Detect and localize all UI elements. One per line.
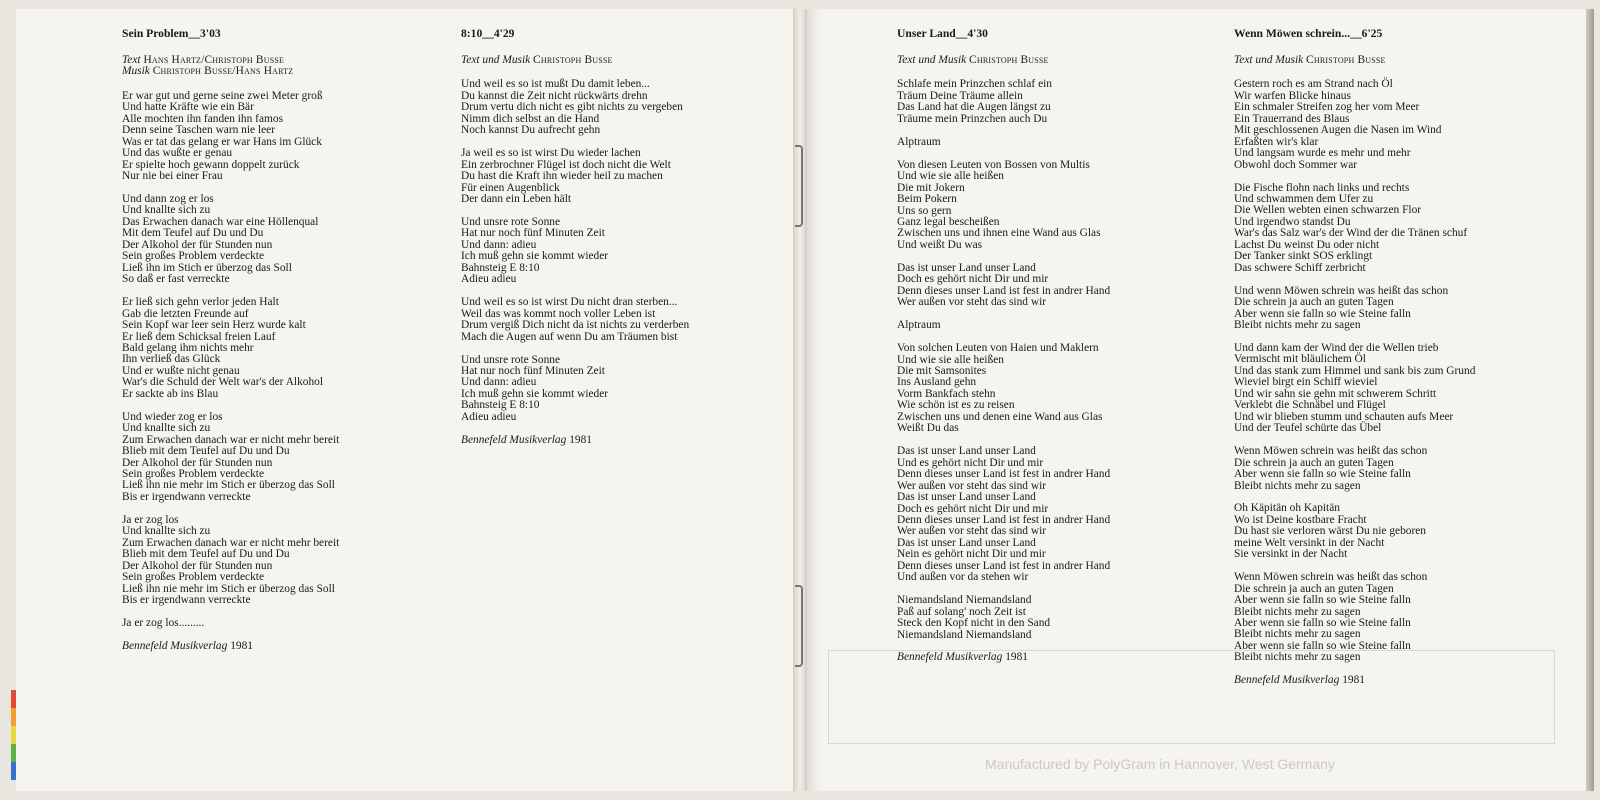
lyric-line: Sein großes Problem verdeckte <box>122 250 265 263</box>
credit-role: Text <box>122 54 141 66</box>
lyric-line: Er ließ dem Schicksal freien Lauf <box>122 330 276 343</box>
lyric-line: Die mit Jokern <box>897 181 965 194</box>
lyric-line: Und das stank zum Himmel und sank bis zum Grund <box>1234 364 1476 377</box>
publisher-credit <box>897 652 1110 663</box>
lyric-stanza <box>897 137 1110 148</box>
booklet-spine <box>794 9 806 791</box>
lyric-line: Träume mein Prinzchen auch Du <box>897 112 1048 125</box>
lyric-stanza <box>897 446 1110 583</box>
lyric-line: Denn dieses unser Land ist fest in andrer Hand <box>897 284 1111 297</box>
lyric-line: Sein Kopf war leer sein Herz wurde kalt <box>122 319 306 332</box>
lyric-line: Und wieder zog er los <box>122 410 223 423</box>
lyric-line: Alle mochten ihn fanden ihn famos <box>122 112 284 125</box>
lyric-line: Er ließ sich gehn verlor jeden Halt <box>122 296 279 309</box>
lyric-line: Das ist unser Land unser Land <box>897 491 1036 504</box>
lyric-line: Das ist unser Land unser Land <box>897 261 1036 274</box>
publisher-year: 1981 <box>1005 651 1028 664</box>
lyric-line: Die Wellen webten einen schwarzen Flor <box>1234 204 1422 217</box>
lyric-stanza <box>122 91 339 183</box>
lyric-line: Gab die letzten Freunde auf <box>122 307 249 320</box>
lyric-line: Denn dieses unser Land ist fest in andrer Hand <box>897 468 1111 481</box>
credit-role: Text und Musik <box>461 54 531 66</box>
lyric-line: Und dann kam der Wind der die Wellen trieb <box>1234 342 1439 355</box>
lyric-line: Und es gehört nicht Dir und mir <box>897 456 1044 469</box>
lyric-line: Und knallte sich zu <box>122 422 211 435</box>
lyric-line: Und irgendwo standst Du <box>1234 215 1351 228</box>
lyric-line: Blieb mit dem Teufel auf Du und Du <box>122 548 290 561</box>
credit-line <box>1234 55 1475 66</box>
lyric-line: Und wir sahn sie gehn mit schwerem Schritt <box>1234 387 1437 400</box>
lyric-stanza <box>897 595 1110 641</box>
lyric-line: Sein großes Problem verdeckte <box>122 571 265 584</box>
song-duration: 4'30 <box>967 27 988 40</box>
lyric-line: Und knallte sich zu <box>122 204 211 217</box>
song-credits <box>1234 55 1475 66</box>
song-title <box>897 27 1110 41</box>
lyric-line: Uns so gern <box>897 204 952 217</box>
lyric-line: Und wie sie alle heißen <box>897 170 1004 183</box>
lyric-line: Alptraum <box>897 135 941 148</box>
lyric-line: Lachst Du weinst Du oder nicht <box>1234 238 1380 251</box>
lyric-line: Aber wenn sie falln so wie Steine falln <box>1234 639 1411 652</box>
credit-line <box>461 55 689 66</box>
lyric-line: Wenn Möwen schrein was heißt das schon <box>1234 445 1428 458</box>
lyric-line: Das Erwachen danach war eine Höllenqual <box>122 215 319 228</box>
lyric-line: Und hatte Kräfte wie ein Bär <box>122 101 254 114</box>
credit-role: Text und Musik <box>897 54 967 66</box>
lyric-line: Wer außen vor steht das sind wir <box>897 479 1047 492</box>
lyric-line: Niemandsland Niemandsland <box>897 594 1032 607</box>
lyric-line: Adieu adieu <box>461 273 517 286</box>
lyric-line: Vermischt mit bläulichem Öl <box>1234 353 1366 366</box>
lyric-line: Und knallte sich zu <box>122 525 211 538</box>
lyric-line: Das schwere Schiff zerbricht <box>1234 261 1366 274</box>
lyric-stanza <box>461 217 689 286</box>
lyric-line: Der Alkohol der für Stunden nun <box>122 456 273 469</box>
publisher-name: Bennefeld Musikverlag <box>1234 674 1340 687</box>
lyric-line: Nimm dich selbst an die Hand <box>461 112 600 125</box>
lyric-line: Denn seine Taschen warn nie leer <box>122 124 276 137</box>
lyric-line: Der dann ein Leben hält <box>461 193 572 206</box>
song-title <box>461 27 689 41</box>
lyric-line: Er war gut und gerne seine zwei Meter groß <box>122 89 323 102</box>
lyric-line: Bleibt nichts mehr zu sagen <box>1234 479 1361 492</box>
lyric-line: Erfaßten wir's klar <box>1234 135 1319 148</box>
lyric-line: Von diesen Leuten von Bossen von Multis <box>897 158 1090 171</box>
lyric-line: Ich muß gehn sie kommt wieder <box>461 250 609 263</box>
title-separator: __ <box>1350 27 1362 40</box>
lyric-line: Ein schmaler Streifen zog her vom Meer <box>1234 101 1420 114</box>
lyric-line: Das ist unser Land unser Land <box>897 445 1036 458</box>
publisher-credit <box>122 641 339 652</box>
title-separator: __ <box>955 27 968 40</box>
lyric-line: Ließ ihn nie mehr im Stich er überzog das Soll <box>122 479 335 492</box>
lyric-line: War's die Schuld der Welt war's der Alkohol <box>122 376 324 389</box>
lyric-line: Gestern roch es am Strand nach Öl <box>1234 78 1393 91</box>
song-title-text: 8:10 <box>461 27 483 40</box>
publisher-credit <box>461 435 689 446</box>
publisher-credit <box>1234 675 1475 686</box>
lyric-stanza <box>897 79 1110 125</box>
lyric-line: Und unsre rote Sonne <box>461 215 561 228</box>
publisher-name: Bennefeld Musikverlag <box>461 433 567 446</box>
lyric-line: Und wie sie alle heißen <box>897 353 1004 366</box>
lyric-line: Wie schön ist es zu reisen <box>897 399 1015 412</box>
lyric-line: Bahnsteig E 8:10 <box>461 261 540 274</box>
lyric-line: Von solchen Leuten von Haien und Maklern <box>897 342 1099 355</box>
lyric-line: Und außen vor da stehen wir <box>897 571 1029 584</box>
lyric-line: Er sackte ab ins Blau <box>122 387 219 400</box>
lyric-stanza <box>1234 183 1475 275</box>
credit-name: Christoph Busse <box>1306 54 1386 66</box>
lyric-stanza <box>461 297 689 343</box>
lyric-line: Du kannst die Zeit nicht rückwärts drehn <box>461 89 648 102</box>
page-edge <box>1586 9 1594 791</box>
lyric-line: Zum Erwachen danach war er nicht mehr bereit <box>122 536 340 549</box>
lyric-line: Bleibt nichts mehr zu sagen <box>1234 628 1361 641</box>
credit-role: Musik <box>122 65 150 78</box>
publisher-name: Bennefeld Musikverlag <box>122 639 228 652</box>
lyric-line: Ja er zog los......... <box>122 616 205 629</box>
song-credits <box>461 55 689 66</box>
lyric-line: Ließ ihn nie mehr im Stich er überzog das Soll <box>122 582 335 595</box>
song-duration: 6'25 <box>1361 27 1383 40</box>
publisher-year: 1981 <box>569 433 592 446</box>
song-title <box>122 27 339 41</box>
lyric-line: Oh Käpitän oh Kapitän <box>1234 502 1340 515</box>
lyric-line: Mit geschlossenen Augen die Nasen im Wind <box>1234 124 1442 137</box>
color-calibration-strip <box>11 690 16 780</box>
lyric-line: Blieb mit dem Teufel auf Du und Du <box>122 445 290 458</box>
credit-name: Christoph Busse <box>969 54 1049 66</box>
song-title-text: Sein Problem <box>122 27 189 40</box>
lyric-line: Alptraum <box>897 319 941 332</box>
lyric-line: Nur nie bei einer Frau <box>122 170 223 183</box>
lyric-line: War's das Salz war's der Wind der die Tränen schuf <box>1234 227 1468 240</box>
lyric-stanza <box>897 320 1110 331</box>
song-duration: 3'03 <box>200 27 221 40</box>
lyric-line: Bald gelang ihm nichts mehr <box>122 341 254 354</box>
lyric-line: Bis er irgendwann verreckte <box>122 594 251 607</box>
song-duration: 4'29 <box>493 27 515 40</box>
lyric-line: Das ist unser Land unser Land <box>897 536 1036 549</box>
lyric-line: Und dann: adieu <box>461 376 537 389</box>
lyric-line: Wir warfen Blicke hinaus <box>1234 89 1351 102</box>
credit-name: Christoph Busse/Hans Hartz <box>152 65 294 78</box>
lyric-line: Aber wenn sie falln so wie Steine falln <box>1234 594 1411 607</box>
credit-name: Christoph Busse <box>533 54 613 66</box>
lyric-line: Hat nur noch fünf Minuten Zeit <box>461 227 605 240</box>
lyric-line: Drum vertu dich nicht es gibt nichts zu vergeben <box>461 101 683 114</box>
show-through-text: Manufactured by PolyGram in Hannover, West Germany <box>985 756 1335 772</box>
lyric-stanza <box>122 515 339 607</box>
lyric-line: Ja er zog los <box>122 513 179 526</box>
lyric-line: Du hast sie verloren wärst Du nie geboren <box>1234 525 1427 538</box>
lyric-line: Der Alkohol der für Stunden nun <box>122 559 273 572</box>
lyric-line: Und der Teufel schürte das Übel <box>1234 422 1382 435</box>
publisher-name: Bennefeld Musikverlag <box>897 651 1003 664</box>
lyric-stanza <box>122 412 339 504</box>
song-title-text: Wenn Möwen schrein... <box>1234 27 1351 40</box>
publisher-year: 1981 <box>1342 674 1365 687</box>
lyric-line: Und das wußte er genau <box>122 147 233 160</box>
lyric-line: Aber wenn sie falln so wie Steine falln <box>1234 617 1411 630</box>
credit-line <box>122 66 339 77</box>
staple-bottom <box>795 585 803 667</box>
lyric-stanza <box>1234 286 1475 332</box>
lyric-line: Und weil es so ist wirst Du nicht dran sterben... <box>461 296 678 309</box>
credit-role: Text und Musik <box>1234 54 1304 66</box>
lyric-line: Sie versinkt in der Nacht <box>1234 548 1348 561</box>
lyric-line: Weil das was kommt noch voller Leben ist <box>461 307 656 320</box>
lyric-line: Adieu adieu <box>461 410 517 423</box>
lyric-stanza <box>1234 572 1475 664</box>
credit-line <box>897 55 1110 66</box>
lyric-line: meine Welt versinkt in der Nacht <box>1234 536 1385 549</box>
lyric-line: Ganz legal bescheißen <box>897 215 1000 228</box>
publisher-year: 1981 <box>230 639 253 652</box>
lyric-line: Noch kannst Du aufrecht gehn <box>461 124 601 137</box>
lyric-line: Zwischen uns und ihnen eine Wand aus Glas <box>897 227 1101 240</box>
lyric-line: Und dann: adieu <box>461 238 537 251</box>
lyric-line: Die schrein ja auch an guten Tagen <box>1234 582 1394 595</box>
lyric-line: Was er tat das gelang er war Hans im Glück <box>122 135 322 148</box>
lyric-stanza <box>897 343 1110 435</box>
lyric-line: Bleibt nichts mehr zu sagen <box>1234 605 1361 618</box>
lyric-line: Ich muß gehn sie kommt wieder <box>461 387 609 400</box>
lyric-line: Weißt Du das <box>897 422 959 435</box>
lyric-line: Wenn Möwen schrein was heißt das schon <box>1234 571 1428 584</box>
song-block <box>897 27 1110 664</box>
lyric-line: Für einen Augenblick <box>461 181 560 194</box>
lyric-line: Die schrein ja auch an guten Tagen <box>1234 296 1394 309</box>
lyric-line: Ins Ausland gehn <box>897 376 977 389</box>
lyric-line: Ein Trauerrand des Blaus <box>1234 112 1350 125</box>
lyric-line: Und weißt Du was <box>897 238 983 251</box>
lyric-line: Obwohl doch Sommer war <box>1234 158 1358 171</box>
lyric-line: Nein es gehört nicht Dir und mir <box>897 548 1046 561</box>
title-separator: __ <box>188 27 201 40</box>
lyric-line: Verklebt die Schnäbel und Flügel <box>1234 399 1386 412</box>
lyric-line: Doch es gehört nicht Dir und mir <box>897 273 1049 286</box>
lyric-line: Wer außen vor steht das sind wir <box>897 296 1047 309</box>
lyric-line: Die schrein ja auch an guten Tagen <box>1234 456 1394 469</box>
lyric-line: Drum vergiß Dich nicht da ist nichts zu verderben <box>461 319 690 332</box>
lyric-line: Doch es gehört nicht Dir und mir <box>897 502 1049 515</box>
lyric-line: Und wenn Möwen schrein was heißt das schon <box>1234 284 1449 297</box>
lyric-line: Und weil es so ist mußt Du damit leben... <box>461 78 650 91</box>
lyric-line: Er spielte hoch gewann doppelt zurück <box>122 158 300 171</box>
song-credits <box>122 55 339 78</box>
lyric-line: Du hast die Kraft ihn wieder heil zu machen <box>461 170 663 183</box>
lyric-line: So daß er fast verreckte <box>122 273 230 286</box>
lyric-line: Der Tanker sinkt SOS erklingt <box>1234 250 1373 263</box>
lyric-line: Mit dem Teufel auf Du und Du <box>122 227 264 240</box>
lyric-stanza <box>1234 446 1475 492</box>
song-block <box>461 27 689 446</box>
lyric-line: Die mit Samsonites <box>897 365 987 378</box>
lyric-line: Schlafe mein Prinzchen schlaf ein <box>897 78 1052 91</box>
lyric-line: Mach die Augen auf wenn Du am Träumen bist <box>461 330 678 343</box>
lyric-line: Denn dieses unser Land ist fest in andrer Hand <box>897 559 1111 572</box>
lyric-line: Der Alkohol der für Stunden nun <box>122 238 273 251</box>
lyric-stanza <box>1234 79 1475 171</box>
song-block <box>122 27 339 652</box>
lyric-line: Ihn verließ das Glück <box>122 353 221 366</box>
lyric-line: Ein zerbrochner Flügel ist doch nicht die Welt <box>461 158 671 171</box>
lyric-line: Vorm Bankfach stehn <box>897 387 996 400</box>
lyric-line: Und wir blieben stumm und schauten aufs Meer <box>1234 410 1454 423</box>
lyric-line: Die Fische flohn nach links und rechts <box>1234 181 1410 194</box>
lyric-line: Aber wenn sie falln so wie Steine falln <box>1234 307 1411 320</box>
lyric-line: Und schwammen dem Ufer zu <box>1234 193 1374 206</box>
lyric-stanza <box>122 618 339 629</box>
lyric-line: Denn dieses unser Land ist fest in andrer Hand <box>897 513 1111 526</box>
lyric-line: Das Land hat die Augen längst zu <box>897 101 1051 114</box>
lyric-line: Beim Pokern <box>897 193 957 206</box>
lyric-stanza <box>461 79 689 136</box>
lyric-line: Ließ ihn im Stich er überzog das Soll <box>122 261 292 274</box>
lyric-stanza <box>897 160 1110 252</box>
lyric-line: Bis er irgendwann verreckte <box>122 490 251 503</box>
lyric-line: Zum Erwachen danach war er nicht mehr bereit <box>122 433 340 446</box>
credit-name: Hans Hartz/Christoph Busse <box>143 54 285 66</box>
lyric-line: Ja weil es so ist wirst Du wieder lachen <box>461 147 641 160</box>
lyric-stanza <box>122 297 339 400</box>
lyric-line: Wieviel birgt ein Schiff wieviel <box>1234 376 1378 389</box>
lyric-line: Paß auf solang' noch Zeit ist <box>897 605 1026 618</box>
song-block <box>1234 27 1475 687</box>
lyric-line: Hat nur noch fünf Minuten Zeit <box>461 364 605 377</box>
lyric-line: Sein großes Problem verdeckte <box>122 468 265 480</box>
lyric-line: Wo ist Deine kostbare Fracht <box>1234 513 1367 526</box>
lyric-line: Bleibt nichts mehr zu sagen <box>1234 319 1361 332</box>
song-title-text: Unser Land <box>897 27 956 40</box>
lyric-stanza <box>461 148 689 205</box>
lyric-line: Und langsam wurde es mehr und mehr <box>1234 147 1411 160</box>
lyric-line: Und unsre rote Sonne <box>461 353 561 366</box>
lyric-line: Niemandsland Niemandsland <box>897 628 1032 641</box>
song-credits <box>897 55 1110 66</box>
title-separator: __ <box>482 27 494 40</box>
lyric-line: Bahnsteig E 8:10 <box>461 399 540 412</box>
lyric-stanza <box>1234 343 1475 435</box>
lyric-line: Aber wenn sie falln so wie Steine falln <box>1234 468 1411 481</box>
lyric-line: Bleibt nichts mehr zu sagen <box>1234 651 1361 664</box>
lyric-stanza <box>122 194 339 286</box>
lyric-line: Zwischen uns und denen eine Wand aus Glas <box>897 410 1103 423</box>
lyric-stanza <box>461 355 689 424</box>
lyric-line: Und er wußte nicht genau <box>122 364 240 377</box>
staple-top <box>795 145 803 227</box>
lyric-line: Steck den Kopf nicht in den Sand <box>897 617 1051 630</box>
lyric-line: Und dann zog er los <box>122 193 214 206</box>
lyric-stanza <box>1234 503 1475 560</box>
song-title <box>1234 27 1475 41</box>
lyric-line: Träum Deine Träume allein <box>897 89 1023 102</box>
lyric-line: Wer außen vor steht das sind wir <box>897 525 1047 538</box>
lyric-stanza <box>897 263 1110 309</box>
